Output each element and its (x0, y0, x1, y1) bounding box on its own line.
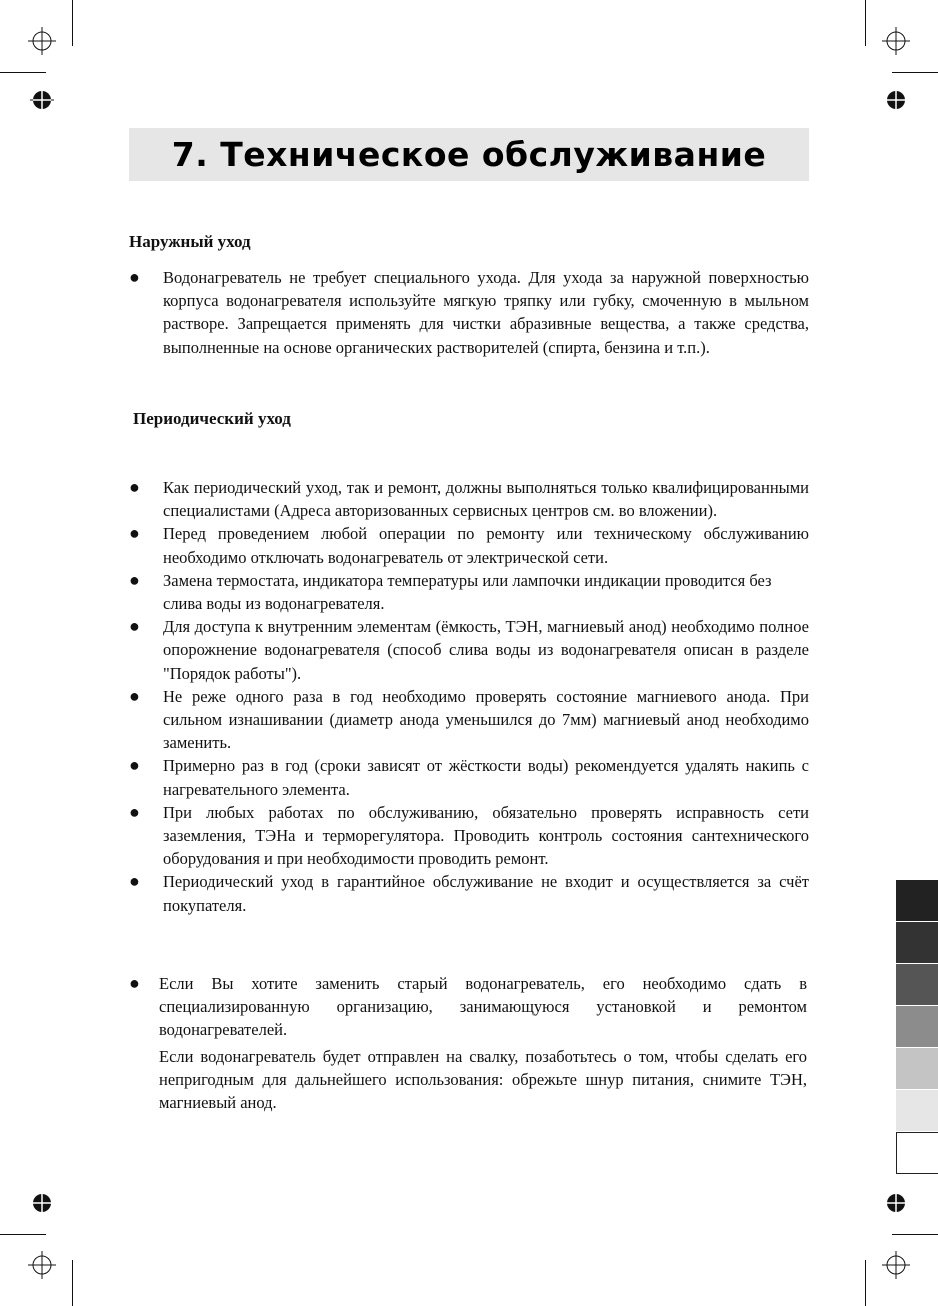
list-item: ● Перед проведением любой операции по ремонту или техническому обслуживанию необходимо отключать водонагреватель от электрической сети. (129, 523, 809, 567)
exterior-care-list (129, 266, 809, 359)
bullet-icon: ● (129, 973, 140, 993)
list-item: ● Периодический уход в гарантийное обслуживание не входит и осуществляется за счёт покупателя. (129, 871, 809, 915)
crop-line (0, 1234, 46, 1235)
thumb-tab (896, 1090, 938, 1132)
disposal-paragraph: Если Вы хотите заменить старый водонагреватель, его необходимо сдать в специализированную организацию, занимающуюся установкой и ремонтом водонагревателей. (159, 974, 807, 1040)
list-item (129, 972, 807, 1114)
thumb-tab (896, 1006, 938, 1048)
bullet-icon: ● (129, 267, 140, 287)
crop-line (865, 1260, 866, 1306)
list-item: ● Как периодический уход, так и ремонт, должны выполняться только квалифицированными специалистами (Адреса авторизованных сервисных центров см. во вложении). (129, 477, 809, 521)
crop-line (72, 0, 73, 46)
crop-line (865, 0, 866, 46)
registration-target-icon (882, 27, 910, 55)
registration-dot-icon (30, 88, 54, 112)
registration-dot-icon (30, 1191, 54, 1215)
bullet-icon: ● (129, 871, 140, 892)
bullet-icon: ● (129, 801, 140, 822)
disposal-paragraph: Если водонагреватель будет отправлен на свалку, позаботьтесь о том, чтобы сделать его непригодным для дальнейшего использования: обрежьте шнур питания, снимите ТЭН, магниевый анод. (159, 1046, 807, 1113)
page-title: 7. Техническое обслуживание (171, 135, 767, 174)
list-item: ● Примерно раз в год (сроки зависят от жёсткости воды) рекомендуется удалять накипь с нагревательного элемента. (129, 755, 809, 799)
crop-line (72, 1260, 73, 1306)
crop-line (892, 1234, 938, 1235)
crop-line (0, 72, 46, 73)
list-item: ● Не реже одного раза в год необходимо проверять состояние магниевого анода. При сильном изнашивании (диаметр анода уменьшился до 7мм) магниевый анод необходимо заменить. (129, 685, 809, 753)
registration-dot-icon (884, 88, 908, 112)
thumb-tab (896, 880, 938, 922)
side-thumb-tabs (896, 880, 938, 1174)
bullet-icon: ● (129, 755, 140, 776)
disposal-list (129, 972, 807, 1114)
registration-dot-icon (884, 1191, 908, 1215)
list-item: ● Водонагреватель не требует специального ухода. Для ухода за наружной поверхностью корпуса водонагревателя используйте мягкую тряпку или губку, смоченную в мыльном растворе. Запрещается применять для чистки абразивные вещества, а также средства, выполненные на основе органических растворителей (спирта, бензина и т.п.). (129, 267, 809, 357)
thumb-tab (896, 922, 938, 964)
bullet-icon: ● (129, 616, 140, 637)
bullet-icon: ● (129, 685, 140, 706)
registration-target-icon (882, 1251, 910, 1279)
bullet-icon: ● (129, 523, 140, 544)
thumb-tab (896, 1048, 938, 1090)
periodic-care-list (129, 476, 809, 917)
section-heading-periodic-care: Периодический уход (133, 409, 291, 428)
bullet-icon: ● (129, 477, 140, 497)
thumb-tab (896, 964, 938, 1006)
bullet-icon: ● (129, 569, 140, 590)
crop-line (892, 72, 938, 73)
section-title-bar (129, 128, 809, 181)
list-item: ● Замена термостата, индикатора температуры или лампочки индикации проводится без слива воды из водонагревателя. (129, 569, 772, 614)
section-heading-exterior-care: Наружный уход (129, 232, 251, 251)
registration-target-icon (28, 27, 56, 55)
thumb-tab (896, 1132, 938, 1174)
list-item: ● При любых работах по обслуживанию, обязательно проверять исправность сети заземления, ТЭНа и терморегулятора. Проводить контроль состояния сантехнического оборудования и при необходимости проводить ремонт. (129, 801, 809, 869)
list-item: ● Для доступа к внутренним элементам (ёмкость, ТЭН, магниевый анод) необходимо полное опорожнение водонагревателя (способ слива воды из водонагревателя описан в разделе "Порядок работы"). (129, 616, 809, 683)
registration-target-icon (28, 1251, 56, 1279)
